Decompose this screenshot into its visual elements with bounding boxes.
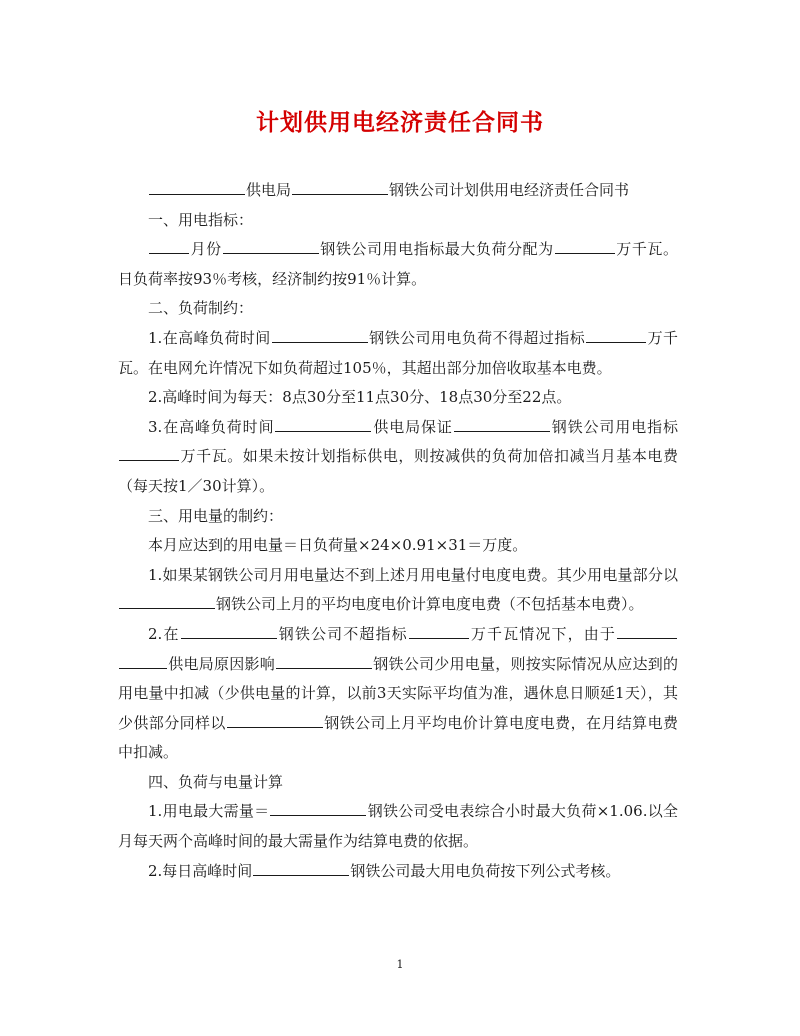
paragraph: 1.用电最大需量＝ 钢铁公司受电表综合小时最大负荷×1.06.以全月每天两个高峰时间的最大需量作为结算电费的依据。: [118, 802, 678, 851]
fill-blank: [119, 654, 167, 669]
section-heading: 一、用电指标：: [148, 210, 254, 229]
fill-blank: [223, 239, 319, 254]
fill-blank: [253, 861, 349, 876]
fill-blank: [409, 624, 469, 639]
fill-blank: [454, 417, 550, 432]
paragraph: 本月应达到的用电量＝日负荷量×24×0.91×31＝万度。: [148, 536, 528, 555]
fill-blank: [270, 801, 366, 816]
fill-blank: [272, 328, 368, 343]
paragraph: 月份 钢铁公司用电指标最大负荷分配为 万千瓦。日负荷率按93％考核，经济制约按91％计算。: [118, 240, 678, 288]
fill-blank: [586, 328, 646, 343]
document-title: 计划供用电经济责任合同书: [256, 109, 544, 136]
fill-blank: [149, 180, 245, 195]
fill-blank: [555, 239, 615, 254]
fill-blank: [149, 239, 189, 254]
paragraph: 1.如果某钢铁公司月用电量达不到上述月用电量付电度电费。其少用电量部分以钢铁公司上月的平均电度电价计算电度电费（不包括基本电费）。: [118, 561, 678, 620]
fill-blank: [119, 446, 179, 461]
fill-blank: [276, 654, 372, 669]
paragraph: 2.高峰时间为每天：8点30分至11点30分、18点30分至22点。: [148, 388, 572, 407]
section-heading: 三、用电量的制约：: [148, 506, 284, 525]
document-body: [118, 176, 678, 886]
fill-blank: [119, 594, 215, 609]
paragraph: 2.每日高峰时间 钢铁公司最大用电负荷按下列公式考核。: [148, 861, 621, 880]
fill-blank: [617, 624, 677, 639]
fill-blank: [292, 180, 388, 195]
paragraph: 1.在高峰负荷时间 钢铁公司用电负荷不得超过指标 万千瓦。在电网允许情况下如负荷超过105％，其超出部分加倍收取基本电费。: [118, 328, 678, 377]
section-heading: 二、负荷制约：: [148, 299, 254, 318]
page-number: 1: [396, 958, 404, 971]
fill-blank: [275, 417, 371, 432]
fill-blank: [227, 713, 323, 728]
fill-blank: [181, 624, 277, 639]
paragraph: 3.在高峰负荷时间 供电局保证 钢铁公司用电指标万千瓦。如果未按计划指标供电，则按减供的负荷加倍扣减当月基本电费（每天按1／30计算）。: [118, 417, 678, 495]
paragraph-header: 供电局 钢铁公司计划供用电经济责任合同书: [118, 176, 678, 206]
section-heading: 四、负荷与电量计算: [148, 772, 284, 791]
paragraph: 2.在 钢铁公司不超指标 万千瓦情况下，由于供电局原因影响 钢铁公司少用电量，则按实际情况从应达到的用电量中扣减（少供电量的计算，以前3天实际平均值为准，遇休息日顺延1天），其少供部分同样以 钢铁公司上月平均电价计算电度电费，在月结算电费中扣减。: [118, 624, 678, 762]
